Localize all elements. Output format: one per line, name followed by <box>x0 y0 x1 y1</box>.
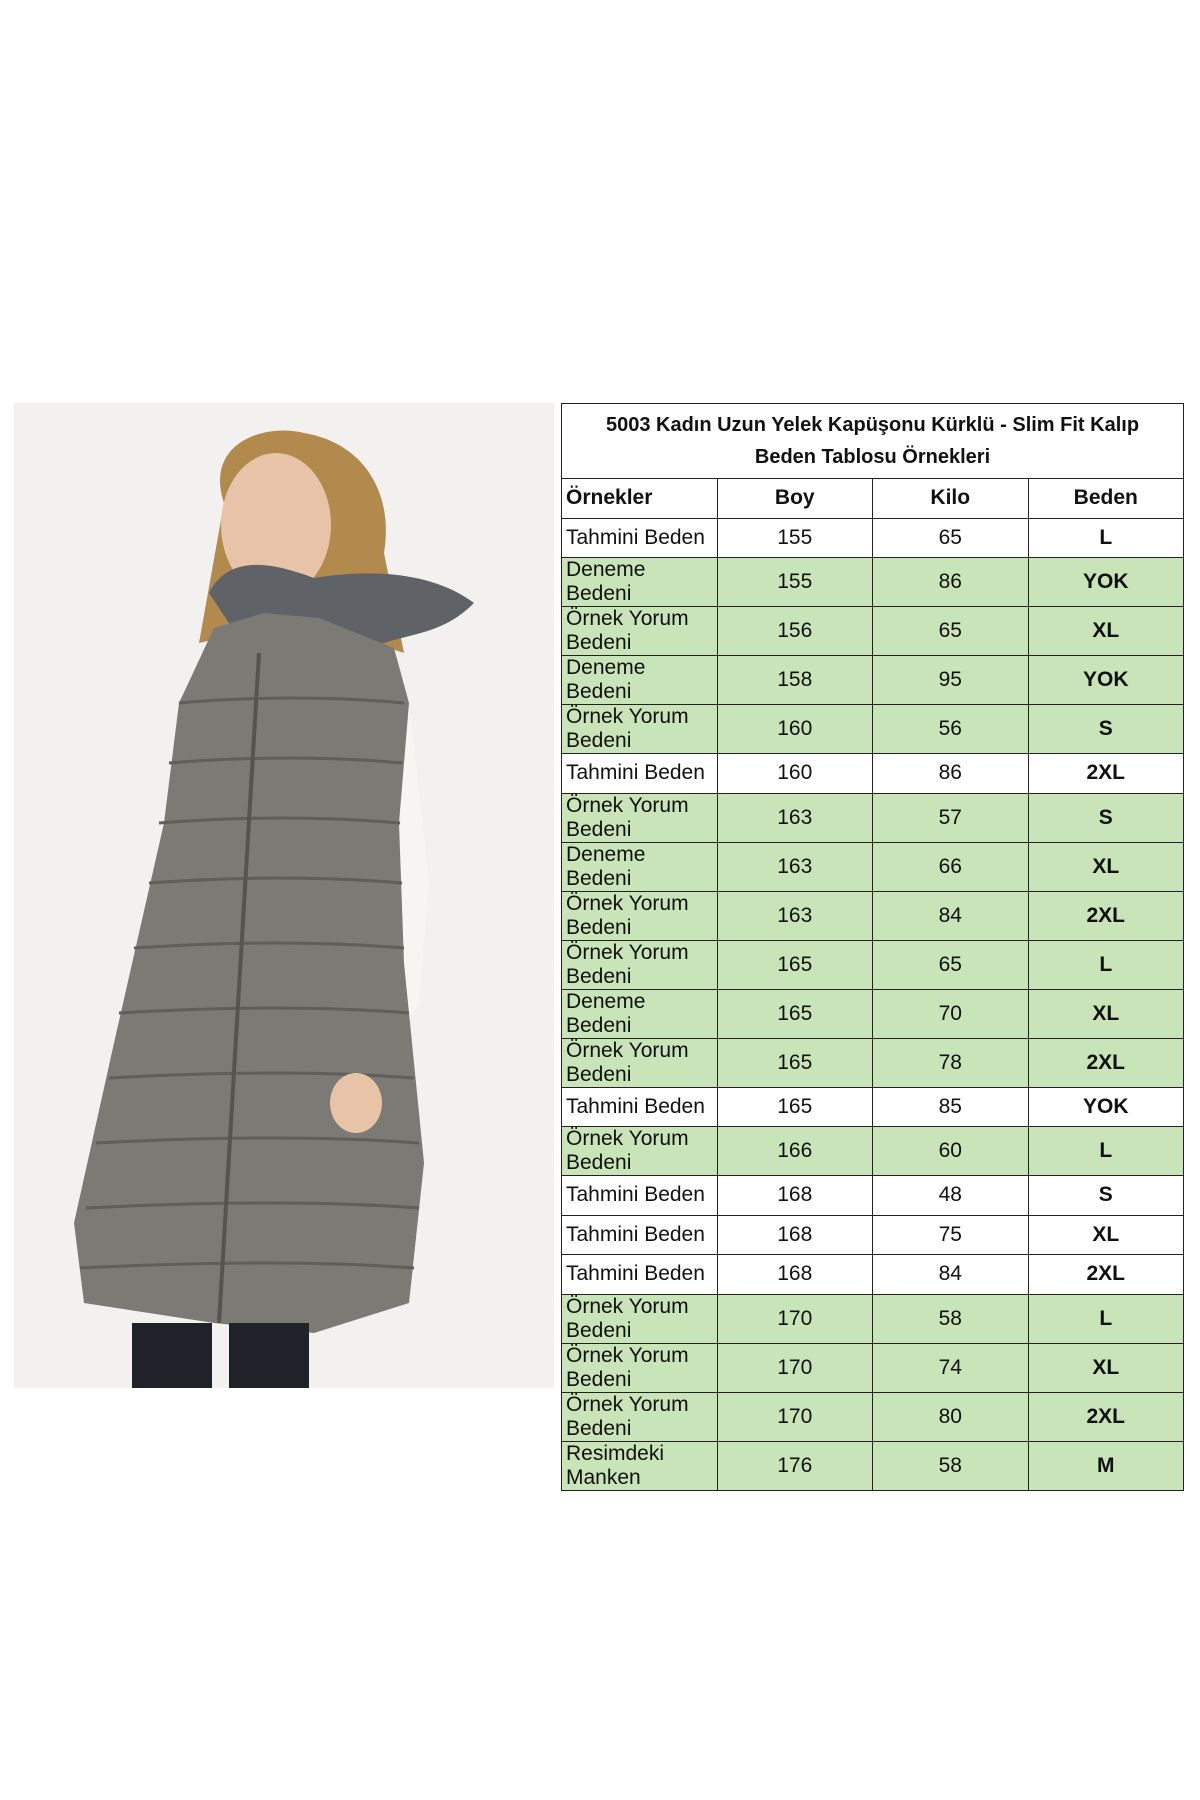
table-row <box>562 1392 1184 1441</box>
cell-kilo: 80 <box>873 1392 1029 1441</box>
cell-beden: L <box>1028 518 1184 558</box>
table-row <box>562 891 1184 940</box>
cell-name: Örnek Yorum Bedeni <box>562 705 718 754</box>
cell-kilo: 86 <box>873 558 1029 607</box>
cell-name: Tahmini Beden <box>562 1087 718 1127</box>
cell-beden: 2XL <box>1028 1038 1184 1087</box>
cell-name: Tahmini Beden <box>562 518 718 558</box>
cell-beden: 2XL <box>1028 1392 1184 1441</box>
cell-kilo: 84 <box>873 891 1029 940</box>
table-row <box>562 1294 1184 1343</box>
cell-beden: L <box>1028 940 1184 989</box>
cell-boy: 165 <box>717 940 873 989</box>
cell-name: Örnek Yorum Bedeni <box>562 891 718 940</box>
table-row <box>562 607 1184 656</box>
cell-kilo: 78 <box>873 1038 1029 1087</box>
cell-name: Deneme Bedeni <box>562 656 718 705</box>
cell-boy: 160 <box>717 705 873 754</box>
table-row <box>562 1127 1184 1176</box>
table-row <box>562 1441 1184 1490</box>
table-row <box>562 1215 1184 1255</box>
cell-boy: 160 <box>717 754 873 794</box>
cell-beden: XL <box>1028 1215 1184 1255</box>
cell-kilo: 57 <box>873 793 1029 842</box>
cell-name: Örnek Yorum Bedeni <box>562 793 718 842</box>
cell-beden: XL <box>1028 1343 1184 1392</box>
cell-boy: 163 <box>717 891 873 940</box>
table-row <box>562 656 1184 705</box>
header-kilo: Kilo <box>873 479 1029 519</box>
cell-beden: 2XL <box>1028 1255 1184 1295</box>
cell-boy: 168 <box>717 1215 873 1255</box>
cell-boy: 170 <box>717 1294 873 1343</box>
cell-beden: YOK <box>1028 1087 1184 1127</box>
cell-kilo: 65 <box>873 607 1029 656</box>
cell-boy: 170 <box>717 1343 873 1392</box>
cell-kilo: 66 <box>873 842 1029 891</box>
cell-boy: 165 <box>717 1038 873 1087</box>
table-title <box>562 404 1184 479</box>
cell-boy: 168 <box>717 1255 873 1295</box>
cell-name: Örnek Yorum Bedeni <box>562 1038 718 1087</box>
cell-kilo: 48 <box>873 1176 1029 1216</box>
cell-name: Örnek Yorum Bedeni <box>562 1294 718 1343</box>
cell-name: Örnek Yorum Bedeni <box>562 940 718 989</box>
table-row <box>562 558 1184 607</box>
table-row <box>562 1038 1184 1087</box>
product-photo-model-vest <box>14 403 554 1388</box>
cell-beden: 2XL <box>1028 754 1184 794</box>
cell-name: Tahmini Beden <box>562 1215 718 1255</box>
cell-name: Örnek Yorum Bedeni <box>562 1392 718 1441</box>
table-row <box>562 793 1184 842</box>
cell-kilo: 60 <box>873 1127 1029 1176</box>
cell-kilo: 86 <box>873 754 1029 794</box>
cell-kilo: 65 <box>873 518 1029 558</box>
header-beden: Beden <box>1028 479 1184 519</box>
table-row <box>562 842 1184 891</box>
cell-beden: L <box>1028 1294 1184 1343</box>
cell-boy: 158 <box>717 656 873 705</box>
cell-kilo: 56 <box>873 705 1029 754</box>
cell-kilo: 58 <box>873 1294 1029 1343</box>
size-chart-table <box>561 403 1184 1491</box>
header-ornekler: Örnekler <box>562 479 718 519</box>
table-row <box>562 1176 1184 1216</box>
cell-boy: 155 <box>717 518 873 558</box>
table-row <box>562 940 1184 989</box>
table-row <box>562 1087 1184 1127</box>
cell-name: Tahmini Beden <box>562 1255 718 1295</box>
table-row <box>562 1343 1184 1392</box>
cell-beden: L <box>1028 1127 1184 1176</box>
cell-name: Örnek Yorum Bedeni <box>562 607 718 656</box>
cell-kilo: 58 <box>873 1441 1029 1490</box>
cell-name: Deneme Bedeni <box>562 558 718 607</box>
table-title-line2: Beden Tablosu Örnekleri <box>754 446 991 468</box>
cell-boy: 156 <box>717 607 873 656</box>
cell-name: Örnek Yorum Bedeni <box>562 1127 718 1176</box>
table-row <box>562 1255 1184 1295</box>
cell-boy: 170 <box>717 1392 873 1441</box>
cell-boy: 168 <box>717 1176 873 1216</box>
cell-beden: M <box>1028 1441 1184 1490</box>
cell-kilo: 74 <box>873 1343 1029 1392</box>
cell-boy: 163 <box>717 842 873 891</box>
cell-kilo: 84 <box>873 1255 1029 1295</box>
cell-boy: 166 <box>717 1127 873 1176</box>
cell-beden: 2XL <box>1028 891 1184 940</box>
table-row <box>562 705 1184 754</box>
cell-kilo: 70 <box>873 989 1029 1038</box>
cell-kilo: 85 <box>873 1087 1029 1127</box>
cell-beden: XL <box>1028 607 1184 656</box>
cell-name: Tahmini Beden <box>562 1176 718 1216</box>
table-title-line1: 5003 Kadın Uzun Yelek Kapüşonu Kürklü - Slim Fit Kalıp <box>605 414 1140 436</box>
cell-boy: 165 <box>717 989 873 1038</box>
cell-beden: YOK <box>1028 656 1184 705</box>
cell-beden: S <box>1028 705 1184 754</box>
cell-beden: S <box>1028 793 1184 842</box>
cell-name: Resimdeki Manken <box>562 1441 718 1490</box>
cell-boy: 163 <box>717 793 873 842</box>
cell-beden: XL <box>1028 989 1184 1038</box>
cell-boy: 165 <box>717 1087 873 1127</box>
cell-beden: XL <box>1028 842 1184 891</box>
cell-boy: 176 <box>717 1441 873 1490</box>
cell-name: Deneme Bedeni <box>562 989 718 1038</box>
cell-beden: YOK <box>1028 558 1184 607</box>
table-row <box>562 518 1184 558</box>
table-row <box>562 754 1184 794</box>
header-boy: Boy <box>717 479 873 519</box>
cell-kilo: 65 <box>873 940 1029 989</box>
cell-beden: S <box>1028 1176 1184 1216</box>
cell-kilo: 95 <box>873 656 1029 705</box>
cell-name: Deneme Bedeni <box>562 842 718 891</box>
cell-name: Tahmini Beden <box>562 754 718 794</box>
table-row <box>562 989 1184 1038</box>
cell-name: Örnek Yorum Bedeni <box>562 1343 718 1392</box>
cell-boy: 155 <box>717 558 873 607</box>
cell-kilo: 75 <box>873 1215 1029 1255</box>
